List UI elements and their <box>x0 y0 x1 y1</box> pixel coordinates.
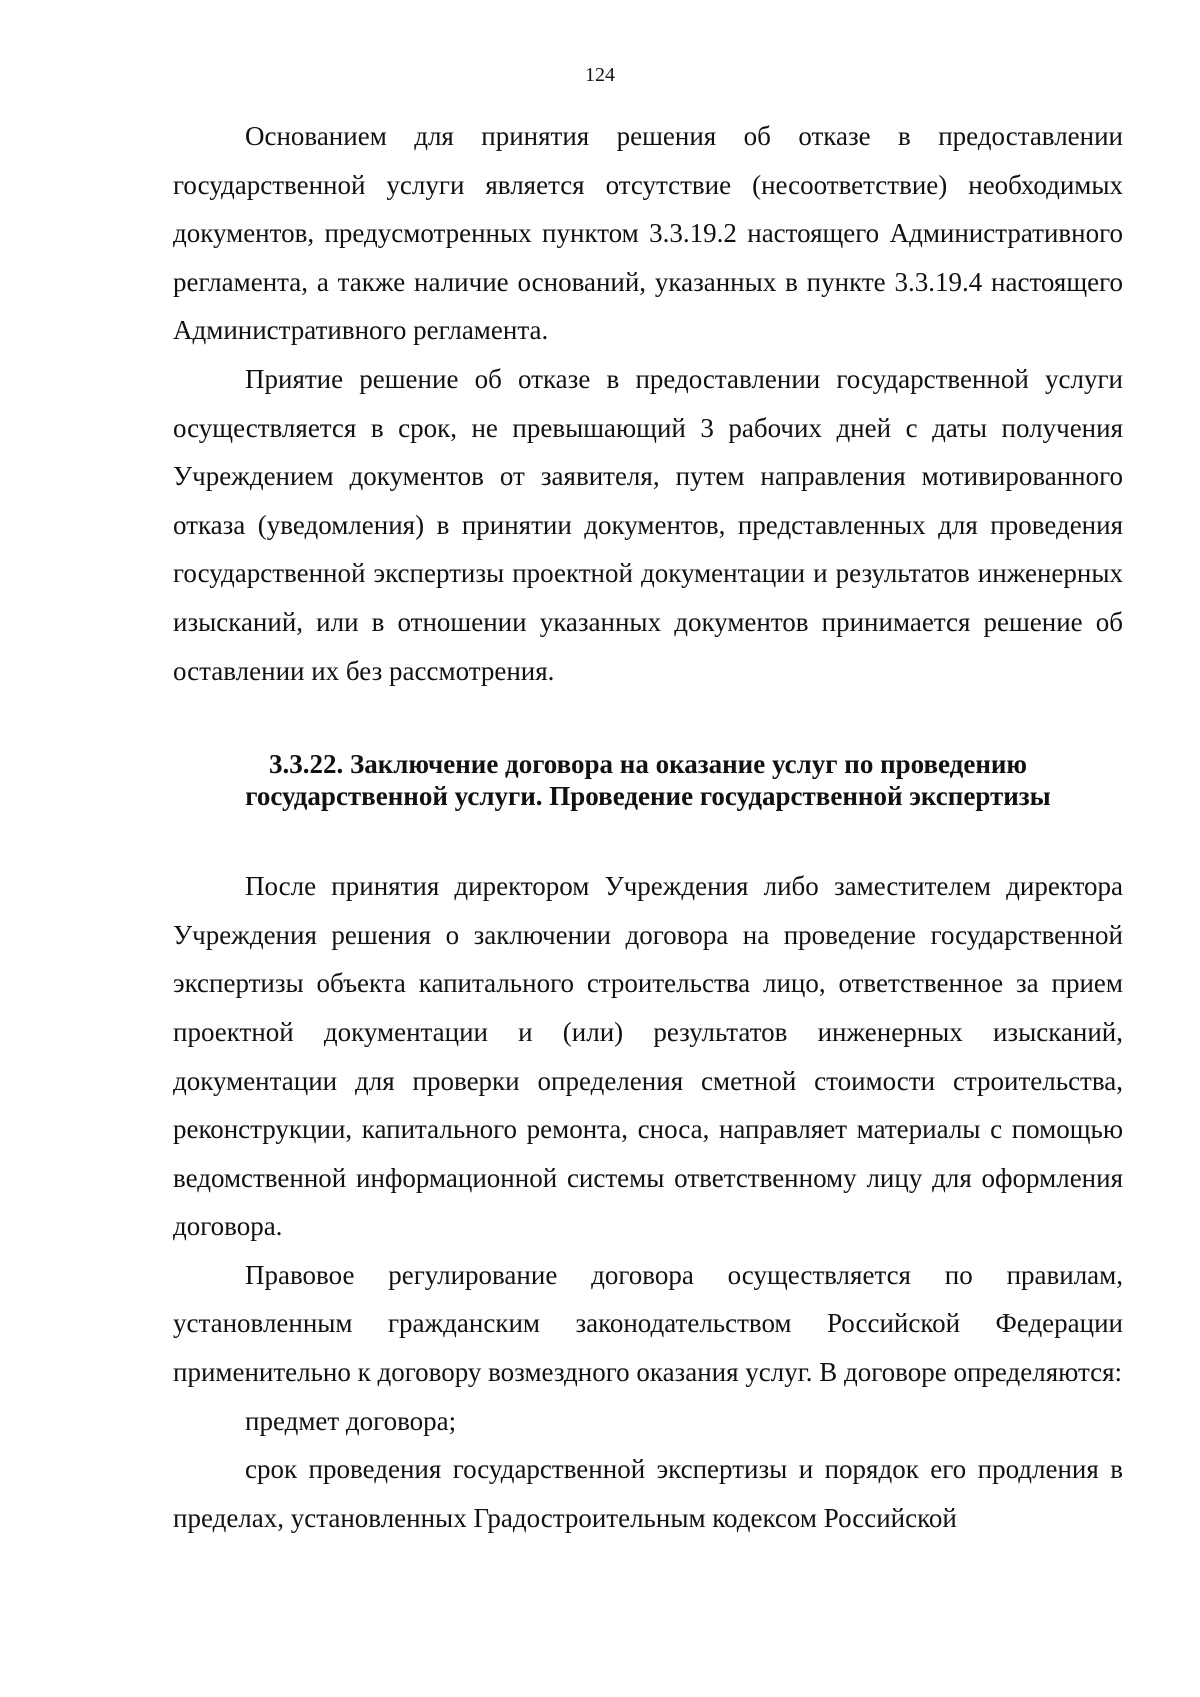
heading-spacer <box>173 812 1123 862</box>
paragraph-contract-decision: После принятия директором Учреждения либо заместителем директора Учреждения решения о заключении договора на проведение государственной экспертизы объекта капитального строительства лицо, ответственное за прием проектной документации и (или) результатов инженерных изысканий, документации для проверки определения сметной стоимости строительства, реконструкции, капитального ремонта, сноса, направляет материалы с помощью ведомственной информационной системы ответственному лицу для оформления договора. <box>173 871 1123 1242</box>
paragraph-refusal-grounds: Основанием для принятия решения об отказе в предоставлении государственной услуги является отсутствие (несоответствие) необходимых документов, предусмотренных пунктом 3.3.19.2 настоящего Административного регламента, а также наличие оснований, указанных в пункте 3.3.19.4 настоящего Административного регламента. <box>173 121 1123 346</box>
document-body <box>173 112 1123 1542</box>
paragraph-contract-subject: предмет договора; <box>245 1405 457 1436</box>
page-number: 124 <box>585 64 615 86</box>
paragraph-refusal-term: Приятие решение об отказе в предоставлении государственной услуги осуществляется в срок, не превышающий 3 рабочих дней с даты получения Учреждением документов от заявителя, путем направления мотивированного отказа (уведомления) в принятии документов, представленных для проведения государственной экспертизы проектной документации и результатов инженерных изысканий, или в отношении указанных документов принимается решение об оставлении их без рассмотрения. <box>173 363 1123 686</box>
section-heading-line-2: государственной услуги. Проведение государственной экспертизы <box>245 781 1051 812</box>
section-heading <box>173 748 1123 812</box>
section-heading-line-1: 3.3.22. Заключение договора на оказание услуг по проведению <box>268 749 1028 780</box>
paragraph-expertise-term: срок проведения государственной экспертизы и порядок его продления в пределах, установленных Градостроительным кодексом Российской <box>173 1454 1123 1533</box>
paragraph-legal-regulation: Правовое регулирование договора осуществляется по правилам, установленным гражданским законодательством Российской Федерации применительно к договору возмездного оказания услуг. В договоре определяются: <box>173 1259 1123 1388</box>
